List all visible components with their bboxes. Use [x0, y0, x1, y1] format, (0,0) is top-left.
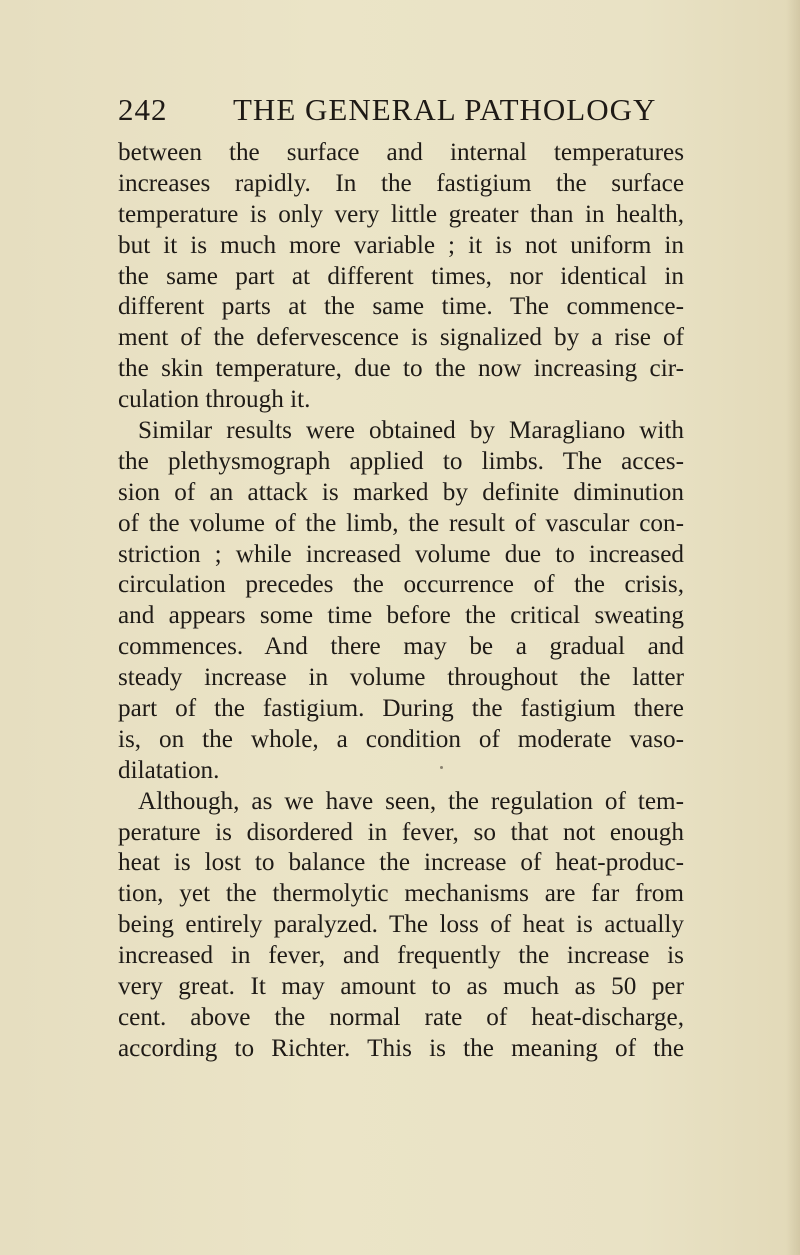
- text-line: circulation precedes the occurrence of the crisis,: [118, 571, 684, 599]
- text-line: is, on the whole, a condition of moderate vaso-: [118, 725, 684, 753]
- text-line: different parts at the same time. The commence-: [118, 293, 684, 321]
- text-line: striction ; while increased volume due to increased: [118, 540, 684, 568]
- text-line: sion of an attack is marked by definite diminution: [118, 478, 684, 506]
- text-line: dilatation.: [118, 756, 220, 784]
- text-line: increases rapidly. In the fastigium the surface: [118, 169, 684, 197]
- body-text: [118, 138, 684, 1065]
- text-line: commences. And there may be a gradual and: [118, 633, 684, 661]
- text-line: very great. It may amount to as much as 50 per: [118, 973, 684, 1001]
- paragraph-start-line: Although, as we have seen, the regulation of tem-: [138, 787, 684, 815]
- text-line: perature is disordered in fever, so that not enough: [118, 818, 684, 846]
- print-speck: [440, 766, 443, 769]
- text-line: part of the fastigium. During the fastigium there: [118, 695, 684, 723]
- page-header: [118, 92, 678, 132]
- text-line: but it is much more variable ; it is not uniform in: [118, 231, 684, 259]
- text-line: of the volume of the limb, the result of vascular con-: [118, 509, 684, 537]
- page-edge-shadow: [786, 0, 800, 1255]
- page-number: 242: [118, 92, 168, 127]
- text-line: culation through it.: [118, 386, 311, 414]
- text-line: temperature is only very little greater than in health,: [118, 200, 684, 228]
- text-line: steady increase in volume throughout the latter: [118, 664, 684, 692]
- text-line: cent. above the normal rate of heat-discharge,: [118, 1003, 684, 1031]
- running-title: THE GENERAL PATHOLOGY: [233, 92, 657, 127]
- text-line: between the surface and internal temperatures: [118, 139, 684, 166]
- text-line: and appears some time before the critical sweating: [118, 602, 684, 630]
- text-line: the same part at different times, nor identical in: [118, 262, 684, 290]
- text-line: heat is lost to balance the increase of heat-produc-: [118, 849, 684, 877]
- text-line: being entirely paralyzed. The loss of heat is actually: [118, 911, 684, 939]
- text-line: ment of the defervescence is signalized by a rise of: [118, 324, 684, 352]
- text-line: the plethysmograph applied to limbs. The acces-: [118, 447, 684, 475]
- paragraph-start-line: Similar results were obtained by Maragliano with: [138, 417, 684, 445]
- text-line: the skin temperature, due to the now increasing cir-: [118, 355, 684, 383]
- text-line: increased in fever, and frequently the increase is: [118, 942, 684, 970]
- text-line: tion, yet the thermolytic mechanisms are far from: [118, 880, 684, 908]
- text-line: according to Richter. This is the meaning of the: [118, 1034, 684, 1062]
